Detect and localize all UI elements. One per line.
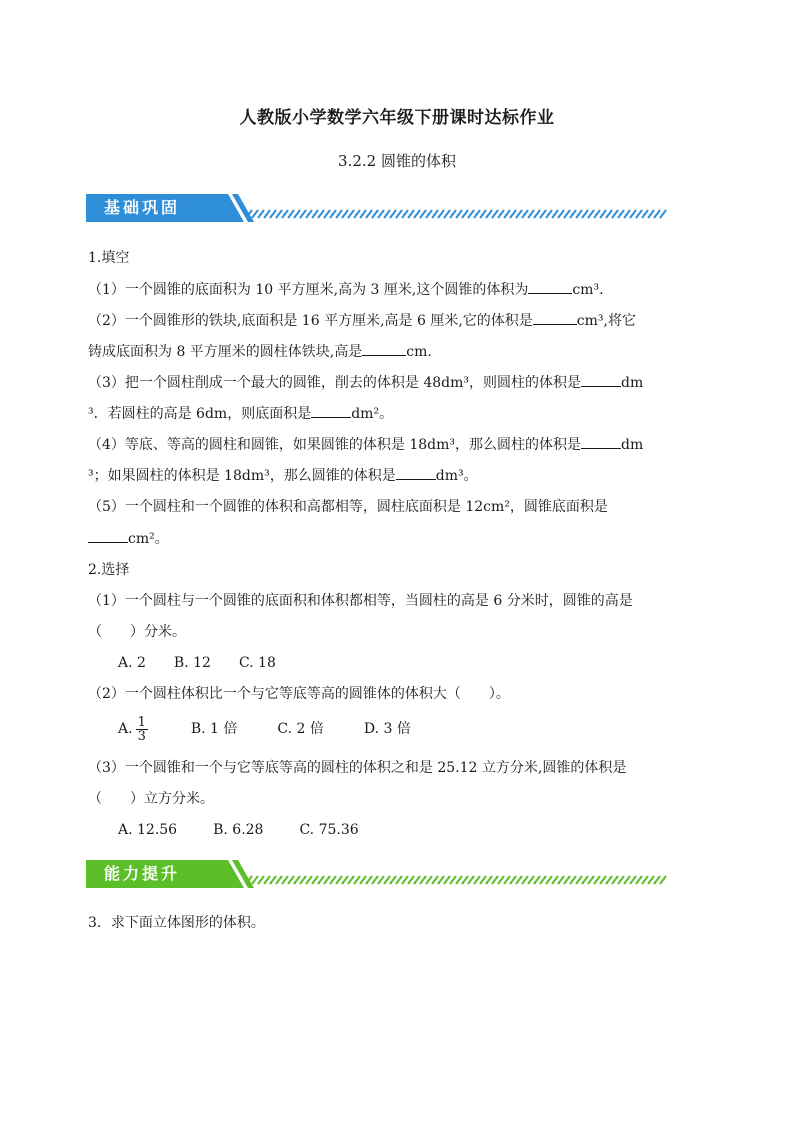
q2-item-1-options bbox=[118, 653, 304, 673]
answer-blank[interactable] bbox=[581, 372, 621, 387]
q2-item-2-options bbox=[118, 714, 439, 744]
q2-item-3-line2: （ ）立方分米。 bbox=[88, 791, 214, 807]
q1-item-3-text-a: （3）把一个圆柱削成一个最大的圆锥，削去的体积是 48dm³，则圆柱的体积是 bbox=[88, 375, 582, 391]
answer-blank[interactable] bbox=[362, 341, 406, 356]
q2-heading: 2.选择 bbox=[88, 562, 130, 578]
q1-item-3-text-b: dm bbox=[621, 375, 644, 391]
q1-item-2-text-a: （2）一个圆锥形的铁块,底面积是 16 平方厘米,高是 6 厘米,它的体积是 bbox=[88, 313, 533, 329]
section-title-advanced: 能力提升 bbox=[104, 864, 181, 883]
option-a[interactable]: A. 2 bbox=[118, 655, 146, 671]
q1-item-5-line2 bbox=[88, 528, 169, 549]
q1-item-5-line1: （5）一个圆柱和一个圆锥的体积和高都相等，圆柱底面积是 12cm²，圆锥底面积是 bbox=[88, 499, 608, 515]
q1-item-4-text-c: ³；如果圆柱的体积是 18dm³，那么圆锥的体积是 bbox=[88, 468, 396, 484]
q1-item-4-text-d: dm³。 bbox=[435, 468, 478, 484]
q1-item-3-line1 bbox=[88, 372, 643, 393]
page-title: 人教版小学数学六年级下册课时达标作业 bbox=[239, 108, 555, 128]
answer-blank[interactable] bbox=[528, 279, 572, 294]
section-banner-advanced bbox=[86, 856, 672, 892]
q2-item-1-line2: （ ）分米。 bbox=[88, 624, 186, 640]
option-c[interactable]: C. 75.36 bbox=[299, 822, 359, 838]
answer-blank[interactable] bbox=[311, 403, 351, 418]
option-b[interactable]: B. 6.28 bbox=[213, 822, 264, 838]
option-c[interactable]: C. 2 倍 bbox=[277, 721, 324, 737]
q3-heading: 3．求下面立体图形的体积。 bbox=[88, 915, 265, 931]
answer-blank[interactable] bbox=[581, 434, 621, 449]
answer-blank[interactable] bbox=[396, 465, 436, 480]
answer-blank[interactable] bbox=[533, 310, 577, 325]
q1-item-2-line2 bbox=[88, 341, 432, 362]
q1-item-3-text-c: ³．若圆柱的高是 6dm，则底面积是 bbox=[88, 406, 312, 422]
option-a[interactable] bbox=[118, 714, 151, 744]
q1-item-4-text-a: （4）等底、等高的圆柱和圆锥，如果圆锥的体积是 18dm³，那么圆柱的体积是 bbox=[88, 437, 582, 453]
q2-item-1-line1: （1）一个圆柱与一个圆锥的底面积和体积都相等，当圆柱的高是 6 分米时，圆锥的高是 bbox=[88, 593, 633, 609]
fraction-numerator: 1 bbox=[137, 714, 146, 730]
q1-item-1-text: （1）一个圆锥的底面积为 10 平方厘米,高为 3 厘米,这个圆锥的体积为 bbox=[88, 282, 529, 298]
q1-heading: 1.填空 bbox=[88, 250, 130, 266]
fraction-one-third bbox=[136, 716, 148, 743]
section-title-basic: 基础巩固 bbox=[104, 198, 181, 217]
q1-item-3-text-d: dm²。 bbox=[351, 406, 394, 422]
option-d[interactable]: D. 3 倍 bbox=[363, 721, 411, 737]
option-b[interactable]: B. 12 bbox=[173, 655, 211, 671]
q2-item-3-options bbox=[118, 820, 387, 840]
q1-item-2-text-d: cm. bbox=[406, 344, 432, 360]
option-c[interactable]: C. 18 bbox=[238, 655, 276, 671]
section-banner-basic bbox=[86, 190, 672, 226]
page-subtitle: 3.2.2 圆锥的体积 bbox=[338, 152, 456, 170]
fraction-denominator: 3 bbox=[137, 728, 146, 744]
q1-item-1-unit: cm³. bbox=[572, 282, 604, 298]
q1-item-4-line1 bbox=[88, 434, 643, 455]
answer-blank[interactable] bbox=[88, 528, 128, 543]
q2-item-2-line1: （2）一个圆柱体积比一个与它等底等高的圆锥体的体积大（ ）。 bbox=[88, 686, 510, 702]
option-a[interactable]: A. 12.56 bbox=[118, 822, 178, 838]
q1-item-1 bbox=[88, 279, 604, 300]
option-a-prefix: A. bbox=[118, 721, 133, 737]
q1-item-5-text-b: cm²。 bbox=[128, 531, 169, 547]
q1-item-2-text-c: 铸成底面积为 8 平方厘米的圆柱体铁块,高是 bbox=[88, 344, 363, 360]
q1-item-4-line2 bbox=[88, 465, 478, 486]
option-b[interactable]: B. 1 倍 bbox=[190, 721, 238, 737]
q1-item-2-text-b: cm³,将它 bbox=[576, 313, 636, 329]
q2-item-3-line1: （3）一个圆锥和一个与它等底等高的圆柱的体积之和是 25.12 立方分米,圆锥的体积是 bbox=[88, 760, 627, 776]
q1-item-2-line1 bbox=[88, 310, 636, 331]
q1-item-3-line2 bbox=[88, 403, 393, 424]
q1-item-4-text-b: dm bbox=[621, 437, 644, 453]
